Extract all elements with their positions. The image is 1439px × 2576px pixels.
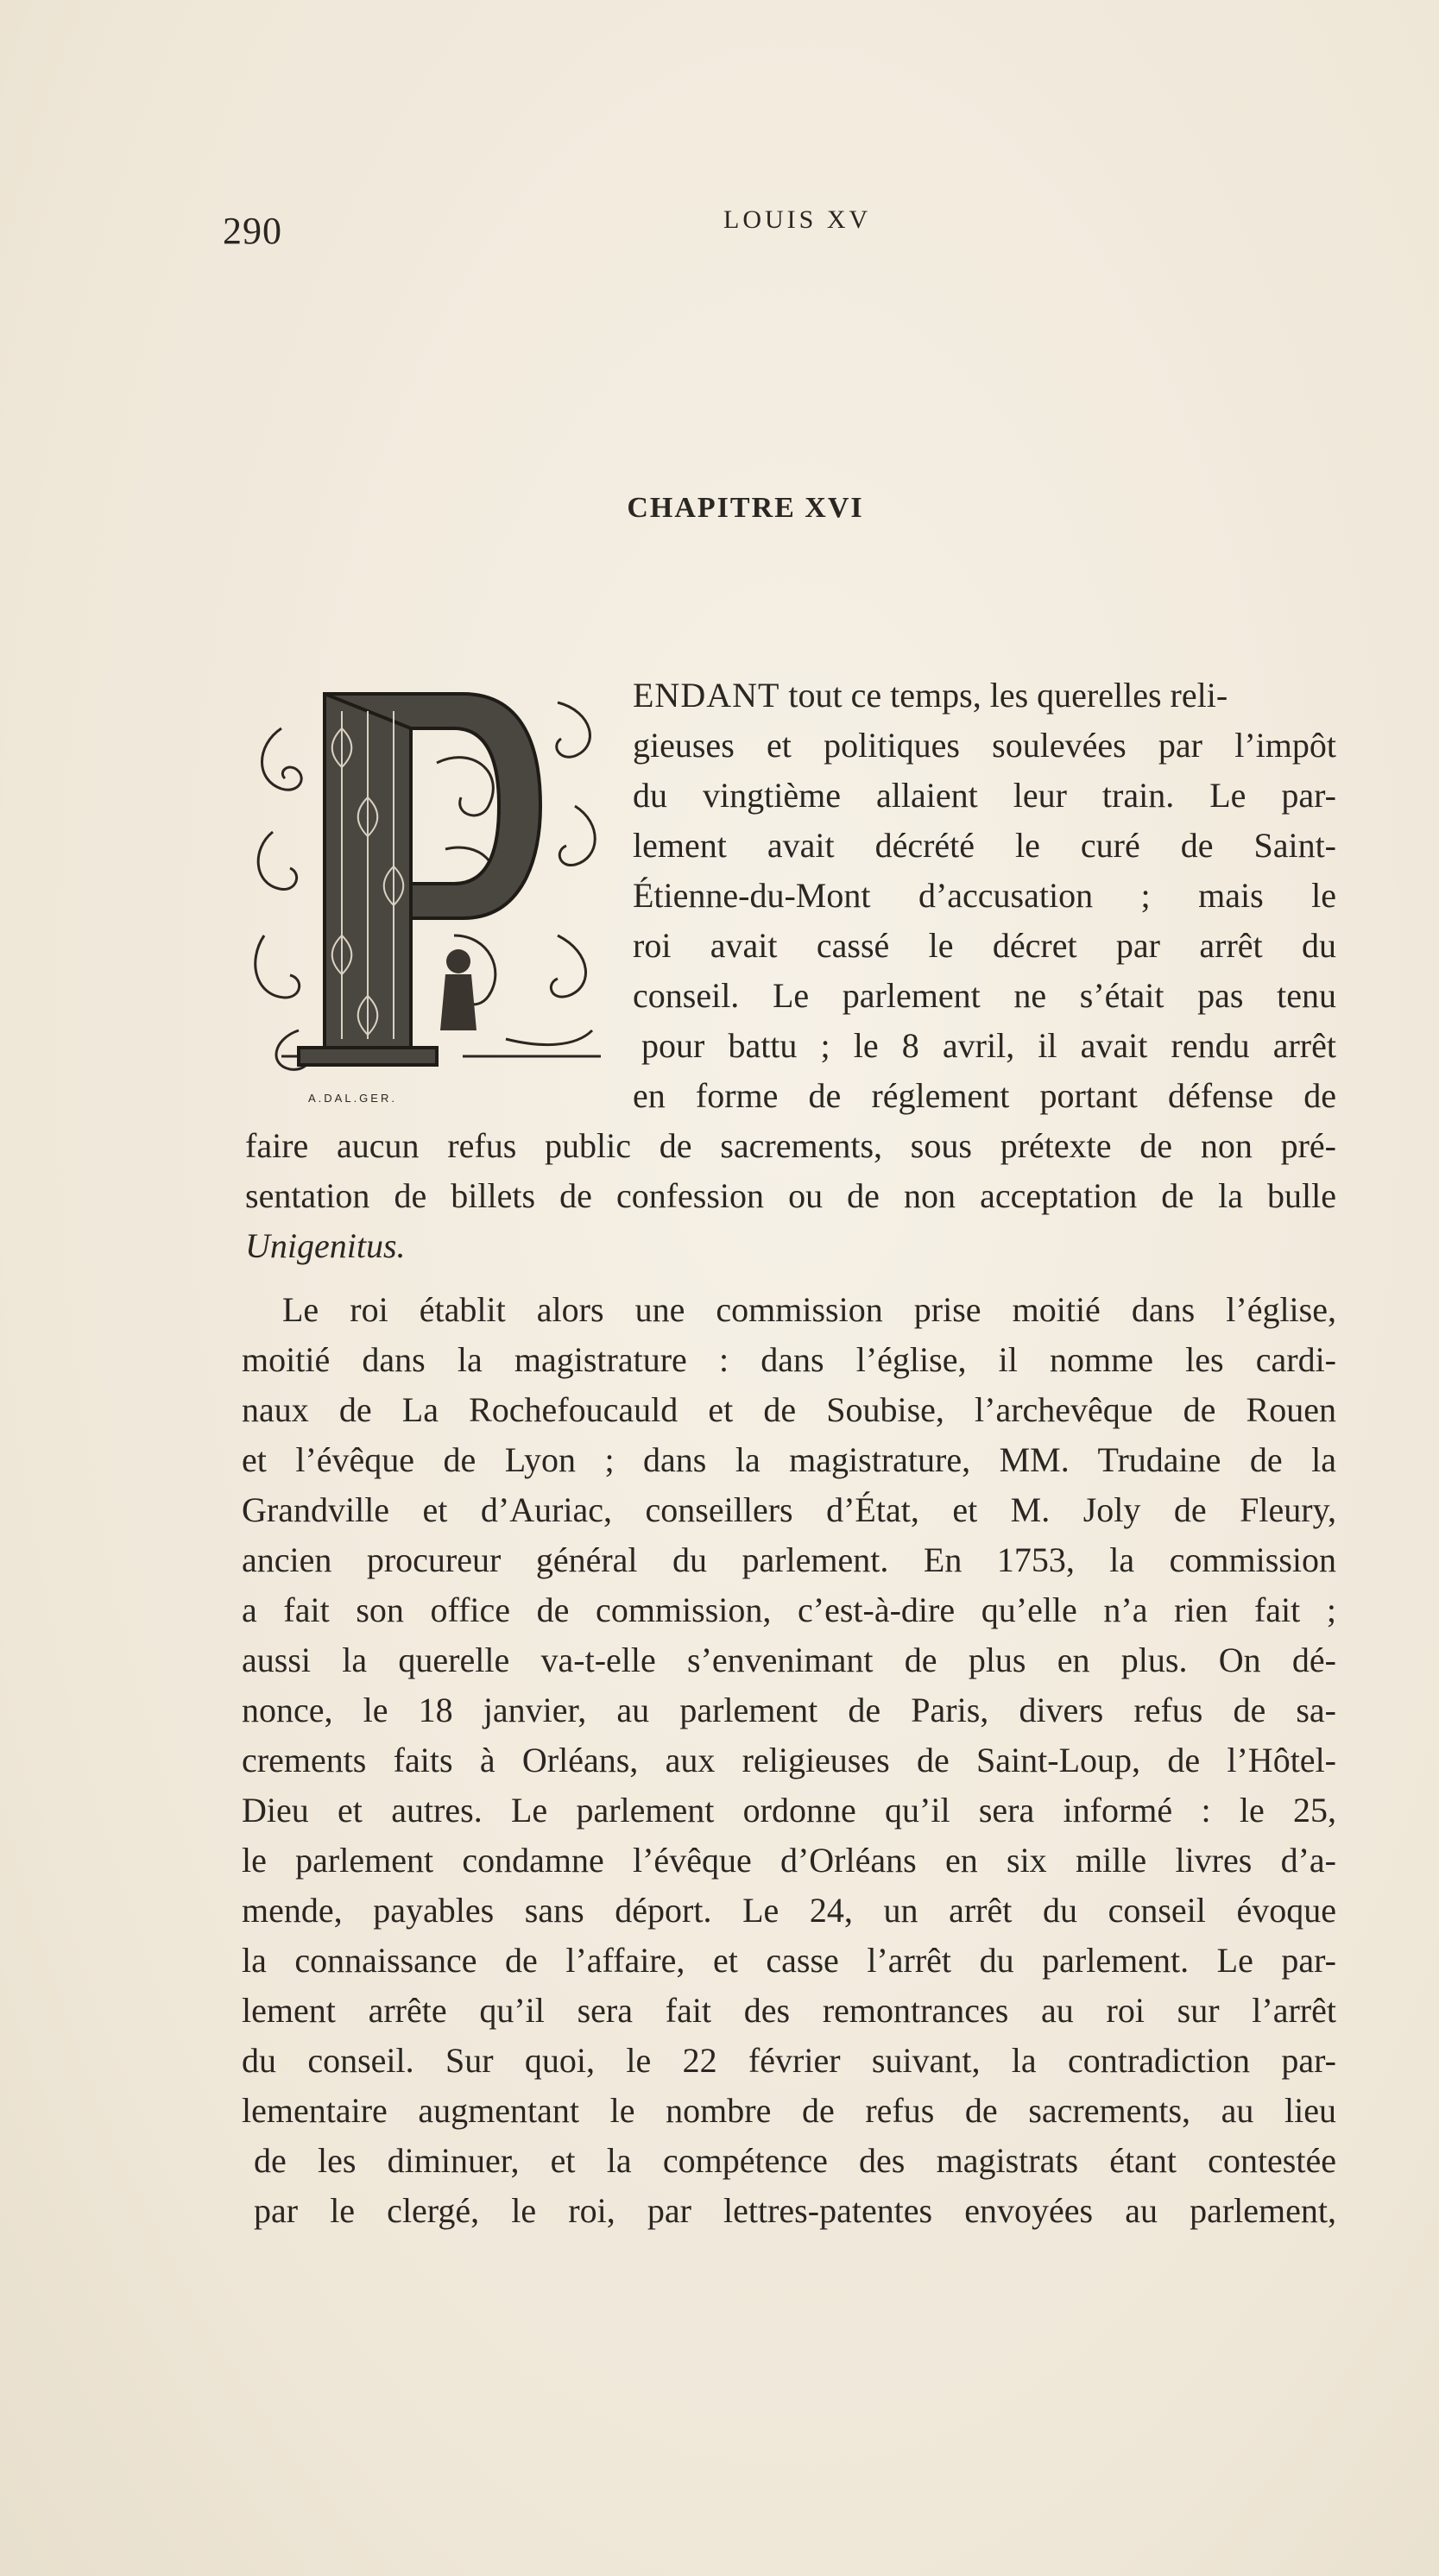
paragraph-line: mende, payables sans déport. Le 24, un arrêt du conseil évoque xyxy=(242,1891,1336,1930)
engraver-credit: A.DAL.GER. xyxy=(308,1092,397,1105)
lead-small-caps: ENDANT xyxy=(633,676,780,715)
paragraph-line: le parlement condamne l’évêque d’Orléans en six mille livres d’a- xyxy=(242,1841,1336,1880)
paragraph-line: Grandville et d’Auriac, conseillers d’État, et M. Joly de Fleury, xyxy=(242,1490,1336,1529)
page-number: 290 xyxy=(223,210,282,252)
paragraph-line: Étienne-du-Mont d’accusation ; mais le xyxy=(633,876,1336,915)
paragraph-line: lementaire augmentant le nombre de refus de sacrements, au lieu xyxy=(242,2091,1336,2130)
paragraph-line: moitié dans la magistrature : dans l’église, il nomme les cardi- xyxy=(242,1340,1336,1379)
paragraph-line: en forme de réglement portant défense de xyxy=(633,1076,1336,1115)
ornamental-drop-cap-icon xyxy=(247,677,609,1080)
paragraph-line: la connaissance de l’affaire, et casse l’arrêt du parlement. Le par- xyxy=(242,1941,1336,1980)
paragraph-line: lement arrête qu’il sera fait des remontrances au roi sur l’arrêt xyxy=(242,1991,1336,2030)
paragraph-line: conseil. Le parlement ne s’était pas tenu xyxy=(633,976,1336,1015)
paragraph-line: lement avait décrété le curé de Saint- xyxy=(633,826,1336,865)
paragraph-line: a fait son office de commission, c’est-à-dire qu’elle n’a rien fait ; xyxy=(242,1590,1336,1629)
paragraph-line: naux de La Rochefoucauld et de Soubise, l’archevêque de Rouen xyxy=(242,1390,1336,1429)
paragraph-line: roi avait cassé le décret par arrêt du xyxy=(633,926,1336,965)
paragraph-line: de les diminuer, et la compétence des magistrats étant contestée xyxy=(254,2141,1336,2180)
chapter-title: CHAPITRE XVI xyxy=(627,492,864,524)
paragraph-line: Dieu et autres. Le parlement ordonne qu’il sera informé : le 25, xyxy=(242,1791,1336,1830)
paragraph-line: et l’évêque de Lyon ; dans la magistrature, MM. Trudaine de la xyxy=(242,1440,1336,1479)
paragraph-line: du conseil. Sur quoi, le 22 février suivant, la contradiction par- xyxy=(242,2041,1336,2080)
paragraph-line: nonce, le 18 janvier, au parlement de Paris, divers refus de sa- xyxy=(242,1691,1336,1729)
paragraph-line: aussi la querelle va-t-elle s’envenimant de plus en plus. On dé- xyxy=(242,1641,1336,1679)
paragraph-line xyxy=(633,678,1228,713)
paragraph-line: gieuses et politiques soulevées par l’impôt xyxy=(633,726,1336,765)
paragraph-line: pour battu ; le 8 avril, il avait rendu arrêt xyxy=(641,1026,1336,1065)
paragraph-line: ancien procureur général du parlement. En 1753, la commission xyxy=(242,1540,1336,1579)
paragraph-line-italic: Unigenitus. xyxy=(245,1226,406,1265)
paragraph-line: crements faits à Orléans, aux religieuses de Saint-Loup, de l’Hôtel- xyxy=(242,1741,1336,1779)
paragraph-line: du vingtième allaient leur train. Le par- xyxy=(633,776,1336,815)
paragraph-line: par le clergé, le roi, par lettres-patentes envoyées au parlement, xyxy=(254,2191,1336,2230)
paragraph-line: faire aucun refus public de sacrements, sous prétexte de non pré- xyxy=(245,1126,1336,1165)
paragraph-line: sentation de billets de confession ou de non acceptation de la bulle xyxy=(245,1176,1336,1215)
running-title: LOUIS XV xyxy=(723,205,872,234)
paragraph-line: Le roi établit alors une commission prise moitié dans l’église, xyxy=(282,1290,1336,1329)
line-text: tout ce temps, les querelles reli- xyxy=(788,676,1228,715)
